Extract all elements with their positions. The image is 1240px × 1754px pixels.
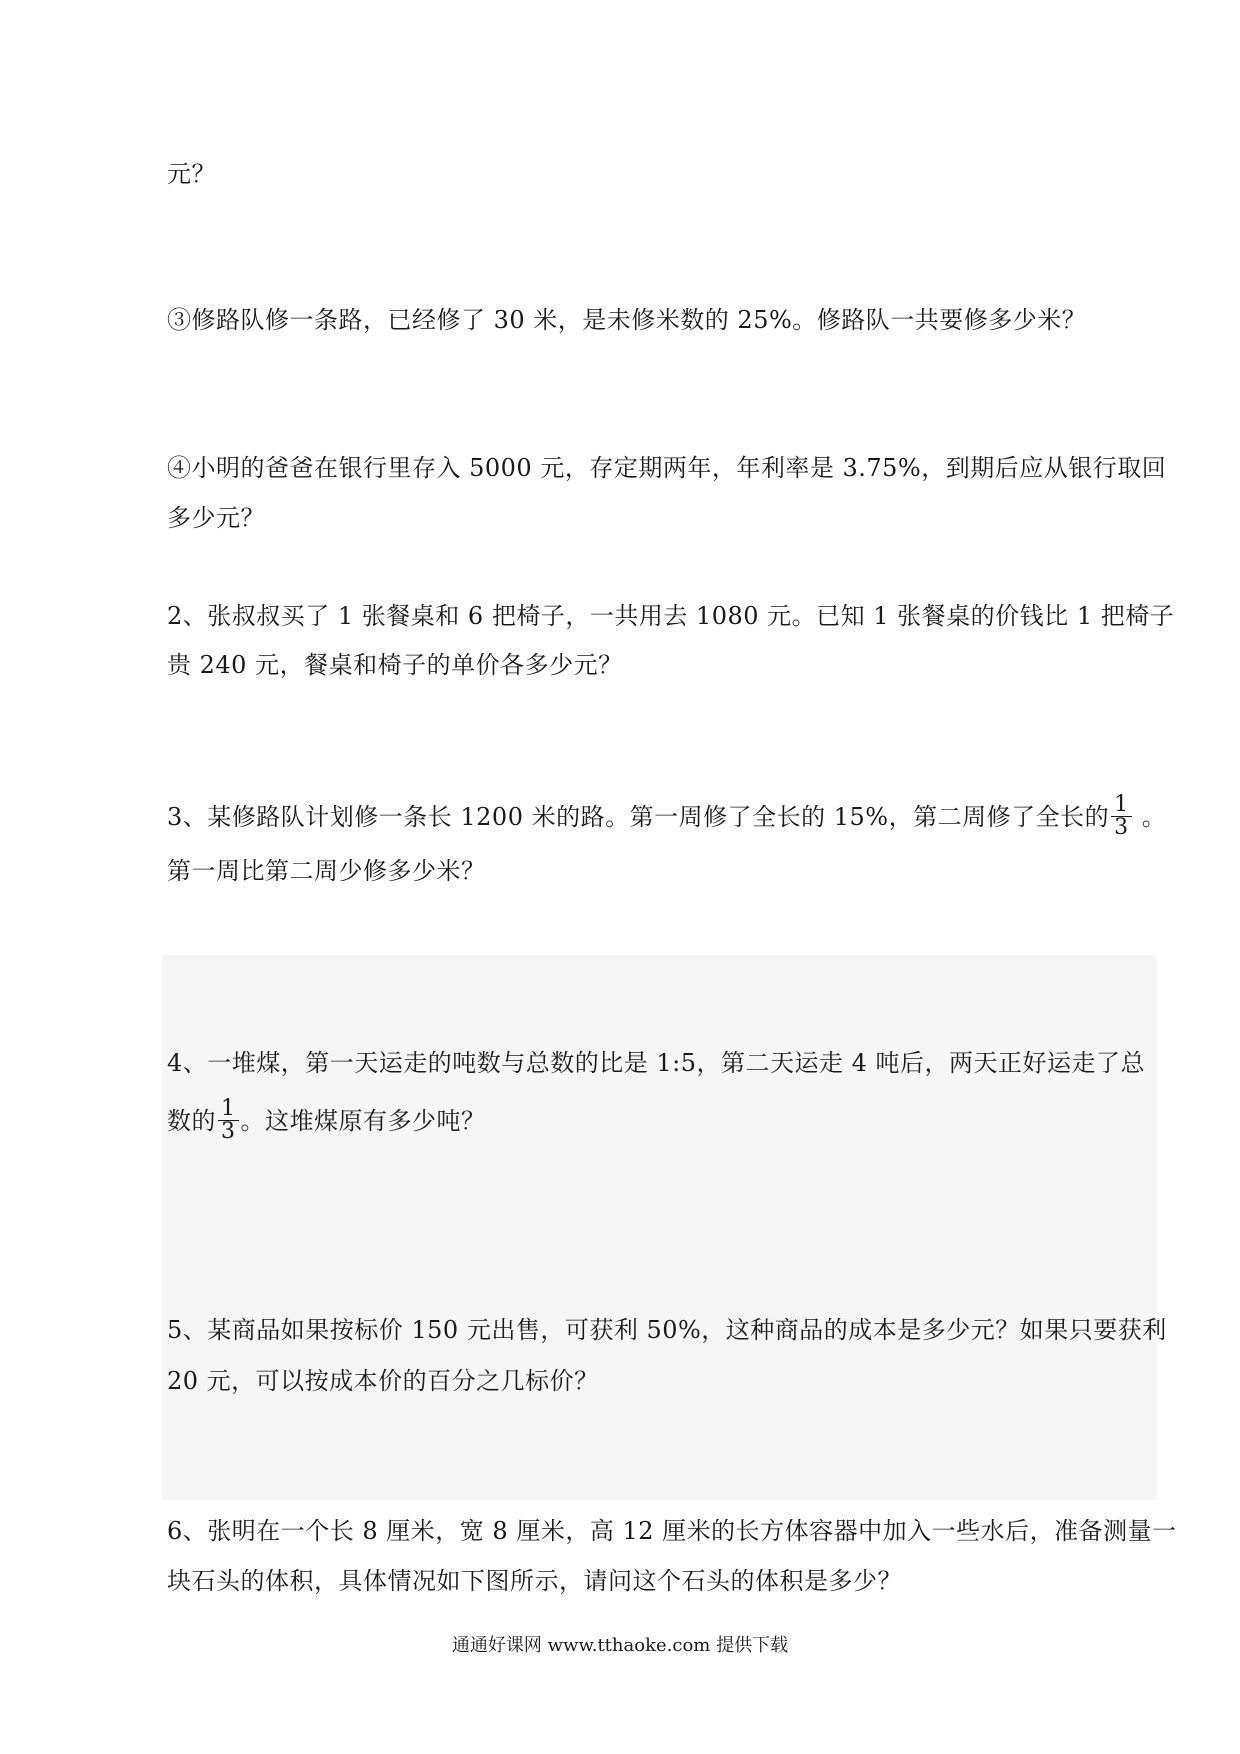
problem-1d-line2: 多少元？ — [167, 504, 265, 532]
problem-3-line2: 第一周比第二周少修多少米？ — [167, 857, 486, 885]
problem-1d-line1: ④小明的爸爸在银行里存入 5000 元，存定期两年，年利率是 3.75%，到期后应从银行取回 — [167, 454, 1167, 482]
fraction-numerator: 1 — [1111, 794, 1132, 817]
problem-3-line1 — [167, 792, 1167, 841]
problem-4-line1: 4、一堆煤，第一天运走的吨数与总数的比是 1:5，第二天运走 4 吨后，两天正好运走了总 — [167, 1049, 1146, 1077]
fraction-one-third — [1111, 794, 1132, 839]
problem-2-line2: 贵 240 元，餐桌和椅子的单价各多少元？ — [167, 651, 623, 679]
problem-3-text-a: 3、某修路队计划修一条长 1200 米的路。第一周修了全长的 15%，第二周修了全长的 — [167, 803, 1110, 831]
problem-3-text-b: 。 — [1133, 803, 1167, 831]
problem-4-line2 — [167, 1096, 486, 1145]
problem-1c-tail: 元？ — [167, 160, 216, 188]
problem-4-text-b: 。这堆煤原有多少吨？ — [240, 1107, 486, 1135]
problem-1c-text: ③修路队修一条路，已经修了 30 米，是未修米数的 25%。修路队一共要修多少米？ — [167, 306, 1087, 334]
answer-area-shading — [162, 955, 1157, 1500]
problem-6-line1: 6、张明在一个长 8 厘米，宽 8 厘米，高 12 厘米的长方体容器中加入一些水后，准备测量一 — [167, 1517, 1177, 1545]
footer-download-note: 通通好课网 www.tthaoke.com 提供下载 — [451, 1635, 789, 1656]
fraction-denominator: 3 — [221, 1119, 236, 1144]
problem-6-line2: 块石头的体积，具体情况如下图所示，请问这个石头的体积是多少？ — [167, 1567, 902, 1595]
fraction-one-third — [218, 1098, 239, 1143]
problem-5-line1: 5、某商品如果按标价 150 元出售，可获利 50%，这种商品的成本是多少元？如果只要获利 — [167, 1316, 1167, 1344]
problem-4-text-a: 数的 — [167, 1107, 216, 1135]
fraction-numerator: 1 — [218, 1098, 239, 1121]
fraction-denominator: 3 — [1114, 815, 1129, 840]
problem-2-line1: 2、张叔叔买了 1 张餐桌和 6 把椅子，一共用去 1080 元。已知 1 张餐桌的价钱比 1 把椅子 — [167, 602, 1175, 630]
problem-5-line2: 20 元，可以按成本价的百分之几标价？ — [167, 1367, 599, 1395]
